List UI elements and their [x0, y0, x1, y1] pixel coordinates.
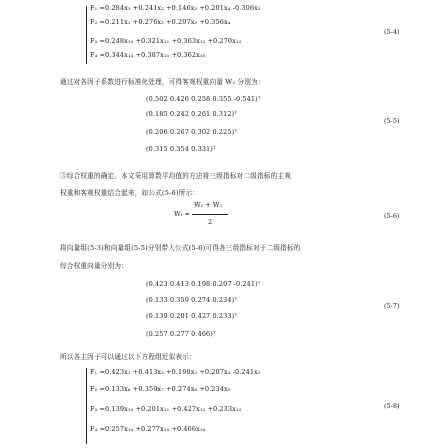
equation-number: (5-6)	[384, 212, 400, 220]
paragraph-text: 通过对各因子系数进行标准化处理，可得客观权重向量 W₂ 分别为：	[60, 78, 265, 86]
equation-line: F₄ =0.257x₁₄ +0.277x₁₅ +0.466x₁₆	[90, 425, 206, 433]
formula-lhs: Wᵢ =	[174, 210, 190, 218]
paragraph-text: 综合权重向量分别为：	[60, 262, 128, 270]
formula-denominator: 2	[208, 218, 213, 226]
equation-line: F₂ =0.133x₆ +0.359x₇ +0.274x₈ +0.234x₉	[90, 385, 231, 393]
fraction-bar	[192, 214, 228, 215]
equation-number: (5-5)	[384, 117, 400, 125]
paragraph-text: 将向量组(5-3)和向量组(5-5)分别带入公式(5-6)可得各三级指标对于二级指标的	[60, 244, 301, 252]
formula-numerator: W₁ + W₂	[194, 201, 223, 209]
equation-brace	[86, 6, 87, 64]
equation-brace	[86, 368, 87, 444]
paragraph-text: 权重和客观权重结合起来，如公式(5-6)所示：	[60, 189, 200, 197]
equation-number: (5-8)	[384, 402, 400, 410]
equation-number: (5-7)	[384, 302, 400, 310]
vector-line: (0.139 0.201 0.427 0.233)ᵀ	[146, 312, 238, 320]
equation-line: F₁ =0.423x₁ +0.413x₂ +0.198x₃ +0.207x₄ -0.241x₅	[90, 368, 261, 376]
equation-line: F₂ =0.211x₁ +0.276x₂ +0.297x₃ +0.356x₄	[90, 18, 231, 26]
vector-line: (0.315 0.354 0.331)ᵀ	[146, 145, 216, 153]
vector-line: (0.257 0.277 0.466)ᵀ	[146, 330, 216, 338]
paragraph-text: ③综合权重的确定。本文采用算数平均值的方法将三级指标对二级指标的主观	[60, 172, 291, 180]
equation-line: F₃ =0.139x₁₀ +0.201x₁₁ +0.427x₁₂ +0.233x₁₃	[90, 405, 242, 413]
vector-line: (0.133 0.359 0.274 0.234)ᵀ	[146, 296, 238, 304]
vector-line: (0.502 0.426 0.258 0.355 -0.541)ᵀ	[146, 95, 261, 103]
equation-number: (5-4)	[384, 28, 400, 36]
vector-line: (0.185 0.242 0.261 0.312)ᵀ	[146, 110, 238, 118]
equation-line: F₃ =0.248x₁₀ +0.321x₁₁ +0.363x₁₂ +0.270x₁₃	[90, 37, 242, 45]
equation-line: F₁ =0.284x₁ +0.241x₂ +0.146x₃ +0.201x₄ -0.306x₅	[90, 4, 261, 12]
vector-line: (0.423 0.413 0.198 0.207 -0.241)ᵀ	[146, 280, 261, 288]
paragraph-text: 所以各主因子可以通过以下方程组近似表示：	[60, 353, 196, 361]
equation-line: F₄ =0.344x₁₄ +0.387x₁₅ +0.362x₁₆	[90, 51, 206, 59]
vector-line: (0.206 0.267 0.302 0.225)ᵀ	[146, 128, 238, 136]
